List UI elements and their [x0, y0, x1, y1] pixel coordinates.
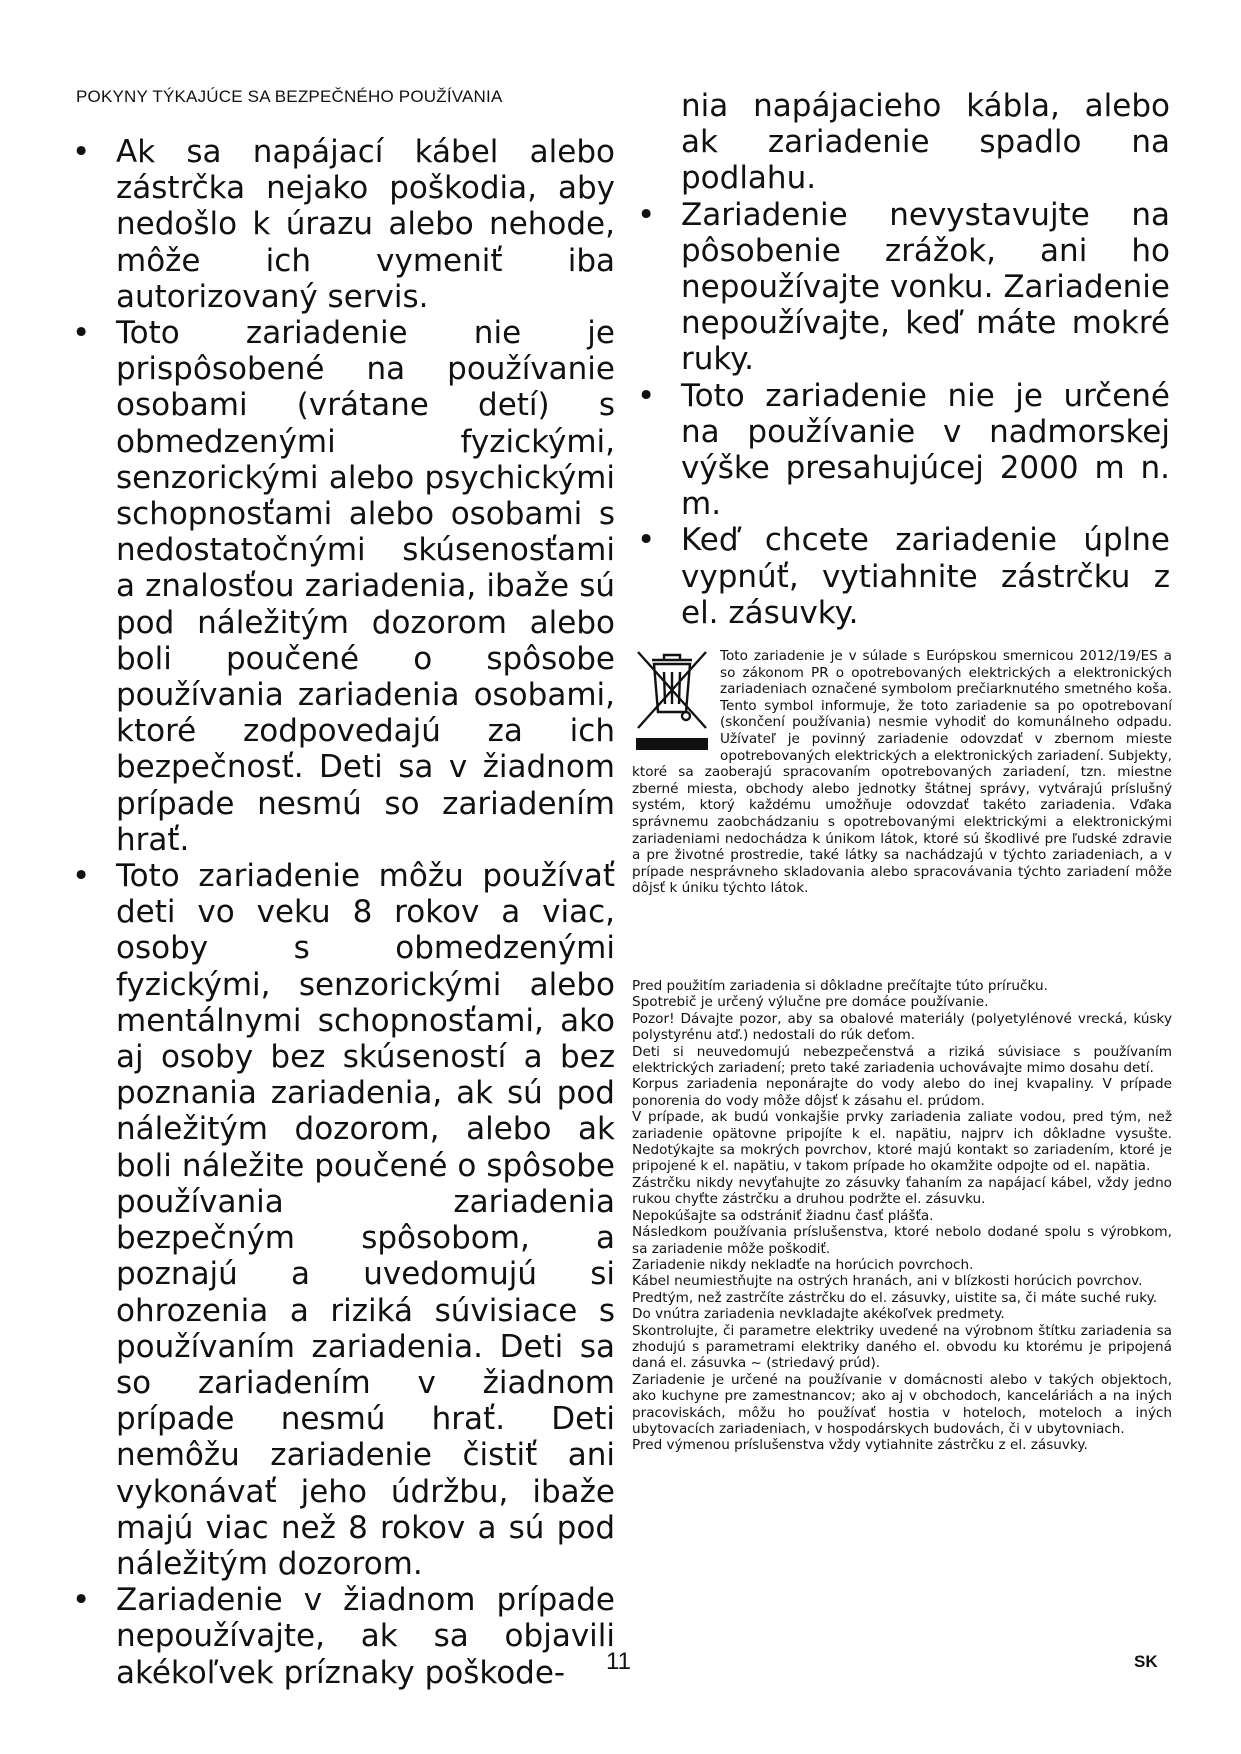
note-line: Predtým, než zastrčíte zástrčku do el. zásuvky, uistite sa, či máte suché ruky.: [632, 1289, 1158, 1306]
crossed-out-wheelie-bin-icon: [632, 648, 712, 756]
note-line: Zariadenie nikdy nekladťe na horúcich povrchoch.: [632, 1256, 974, 1273]
page-header: POKYNY TÝKAJÚCE SA BEZPEČNÉHO POUŽÍVANIA: [76, 87, 503, 106]
weee-text: Toto zariadenie je v súlade s Európskou smernicou 2012/19/ES a so zákonom PR o opotrebovaných elektrických a elektronických zariadeniach označené symbolom prečiarknutého smetného koša. Tento symbol informuje, že toto zariadenie sa po opotrebovaní (skončení používania) nesmie vyhodiť do komunálneho odpadu. Užívateľ je povinný zariadenie odovzdať v zbernom mieste opotrebovaných elektrických a elektronických zariadení. Subjekty, ktoré sa zaoberajú spracovaním opotrebovaných zariadení, tzn. miestne zberné miesta, obchody alebo jednotky štátnej správy, vytvárajú príslušný systém, ktorý každému umožňuje odovzdať takéto zariadenia. Vďaka správnemu zaobchádzaniu s opotrebovanými elektrickými a elektronickými zariadeniami nedochádza k únikom látok, ktoré sú škodlivé pre ľudské zdravie a pre životné prostredie, také látky sa nachádzajú v týchto zariadeniach, a v prípade nesprávneho skladovania alebo spracovávania týchto zariadení môže dôjsť k úniku týchto látok.: [632, 648, 1172, 897]
left-bullet-list: [70, 134, 615, 1691]
note-line: Skontrolujte, či parametre elektriky uvedené na výrobnom štítku zariadenia sa zhodujú s parametrami elektriky daného el. obvodu ku ktorému je pripojená daná el. zásuvka ~ (striedavý prúd).: [632, 1322, 1172, 1372]
note-line: Do vnútra zariadenia nevkladajte akékoľvek predmety.: [632, 1306, 1005, 1323]
bullet-item: • Toto zariadenie nie je prispôsobené na používanie osobami (vrátane detí) s obmedzenými fyzickými, senzorickými alebo psychickými schopnosťami alebo osobami s nedostatočnými skúsenosťami a znalosťou zariadenia, ibaže sú pod náležitým dozorom alebo boli poučené o spôsobe používania zariadenia osobami, ktoré zodpovedajú za ich bezpečnosť. Deti sa v žiadnom prípade nesmú so zariadením hrať.: [70, 315, 615, 858]
note-line: Deti si neuvedomujú nebezpečenstvá a riziká súvisiace s používaním elektrických zariadení; preto také zariadenia uchovávajte mimo dosahu detí.: [632, 1043, 1172, 1077]
note-line: Zástrčku nikdy nevyťahujte zo zásuvky ťahaním za napájací kábel, vždy jedno rukou chyťte zástrčku a druhou podržte el. zásuvku.: [632, 1174, 1172, 1208]
bullet-item: • Keď chcete zariadenie úplne vypnúť, vytiahnite zástrčku z el. zásuvky.: [635, 522, 1170, 631]
right-column: [635, 88, 1170, 631]
note-line: Kábel neumiestňujte na ostrých hranách, ani v blízkosti horúcich povrchov.: [632, 1273, 1143, 1290]
note-line: Korpus zariadenia neponárajte do vody alebo do inej kvapaliny. V prípade ponorenia do vody môže dôjsť k zásahu el. prúdom.: [632, 1076, 1172, 1109]
note-line: Pred výmenou príslušenstva vždy vytiahnite zástrčku z el. zásuvky.: [632, 1437, 1088, 1454]
bullet-item: • Zariadenie nevystavujte na pôsobenie zrážok, ani ho nepoužívajte vonku. Zariadenie nepoužívajte, keď máte mokré ruky.: [635, 197, 1170, 378]
note-line: Zariadenie je určené na používanie v domácnosti alebo v takých objektoch, ako kuchyne pre zamestnancov; ako aj v obchodoch, kanceláriách a na iných pracoviskách, môžu ho používať hostia v hoteloch, moteloch a iných ubytovacích zariadeniach, v hospodárskych budovách, či v ubytovniach.: [632, 1371, 1172, 1437]
left-column: [70, 134, 615, 1691]
note-line: Následkom používania príslušenstva, ktoré nebolo dodané spolu s výrobkom, sa zariadenie môže poškodiť.: [632, 1224, 1172, 1257]
bullet-item: • Toto zariadenie nie je určené na používanie v nadmorskej výške presahujúcej 2000 m n. m.: [635, 378, 1170, 523]
bullet-continuation: nia napájacieho kábla, alebo ak zariadenie spadlo na podlahu.: [681, 88, 1170, 197]
note-line: Nepokúšajte sa odstrániť žiadnu časť plášťa.: [632, 1207, 934, 1224]
safety-notes: [632, 978, 1172, 1454]
bullet-item: • Toto zariadenie môžu používať deti vo veku 8 rokov a viac, osoby s obmedzenými fyzickými, senzorickými alebo mentálnymi schopnosťami, ako aj osoby bez skúseností a bez poznania zariadenia, ak sú pod náležitým dozorom, alebo ak boli náležite poučené o spôsobe používania zariadenia bezpečným spôsobom, a poznajú a uvedomujú si ohrozenia a riziká súvisiace s používaním zariadenia. Deti sa so zariadením v žiadnom prípade nesmú hrať. Deti nemôžu zariadenie čistiť ani vykonávať jeho údržbu, ibaže majú viac než 8 rokov a sú pod náležitým dozorom.: [70, 858, 615, 1582]
note-line: Spotrebič je určený výlučne pre domáce používanie.: [632, 994, 989, 1011]
bullet-item: • Zariadenie v žiadnom prípade nepoužívajte, ak sa objavili akékoľvek príznaky poškode-: [70, 1582, 615, 1691]
language-code: SK: [1134, 1652, 1158, 1671]
right-bullet-list: [635, 197, 1170, 631]
note-line: Pozor! Dávajte pozor, aby sa obalové materiály (polyetylénové vrecká, kúsky polystyrénu atď.) nedostali do rúk deťom.: [632, 1010, 1172, 1044]
page-number: 11: [606, 1648, 631, 1675]
note-line: V prípade, ak budú vonkajšie prvky zariadenia zaliate vodou, pred tým, než zariadenie opätovne pripojíte k el. napätiu, najprv ich dôkladne vysušte. Nedotýkajte sa mokrých povrchov, ktoré majú kontakt so zariadením, ktoré je pripojené k el. napätiu, v takom prípade ho okamžite odpojte od el. napätia.: [632, 1109, 1172, 1175]
weee-notice: [632, 648, 1172, 897]
bullet-item: • Ak sa napájací kábel alebo zástrčka nejako poškodia, aby nedošlo k úrazu alebo nehode, môže ich vymeniť iba autorizovaný servis.: [70, 134, 615, 315]
note-line: Pred použitím zariadenia si dôkladne prečítajte túto príručku.: [632, 978, 1048, 994]
